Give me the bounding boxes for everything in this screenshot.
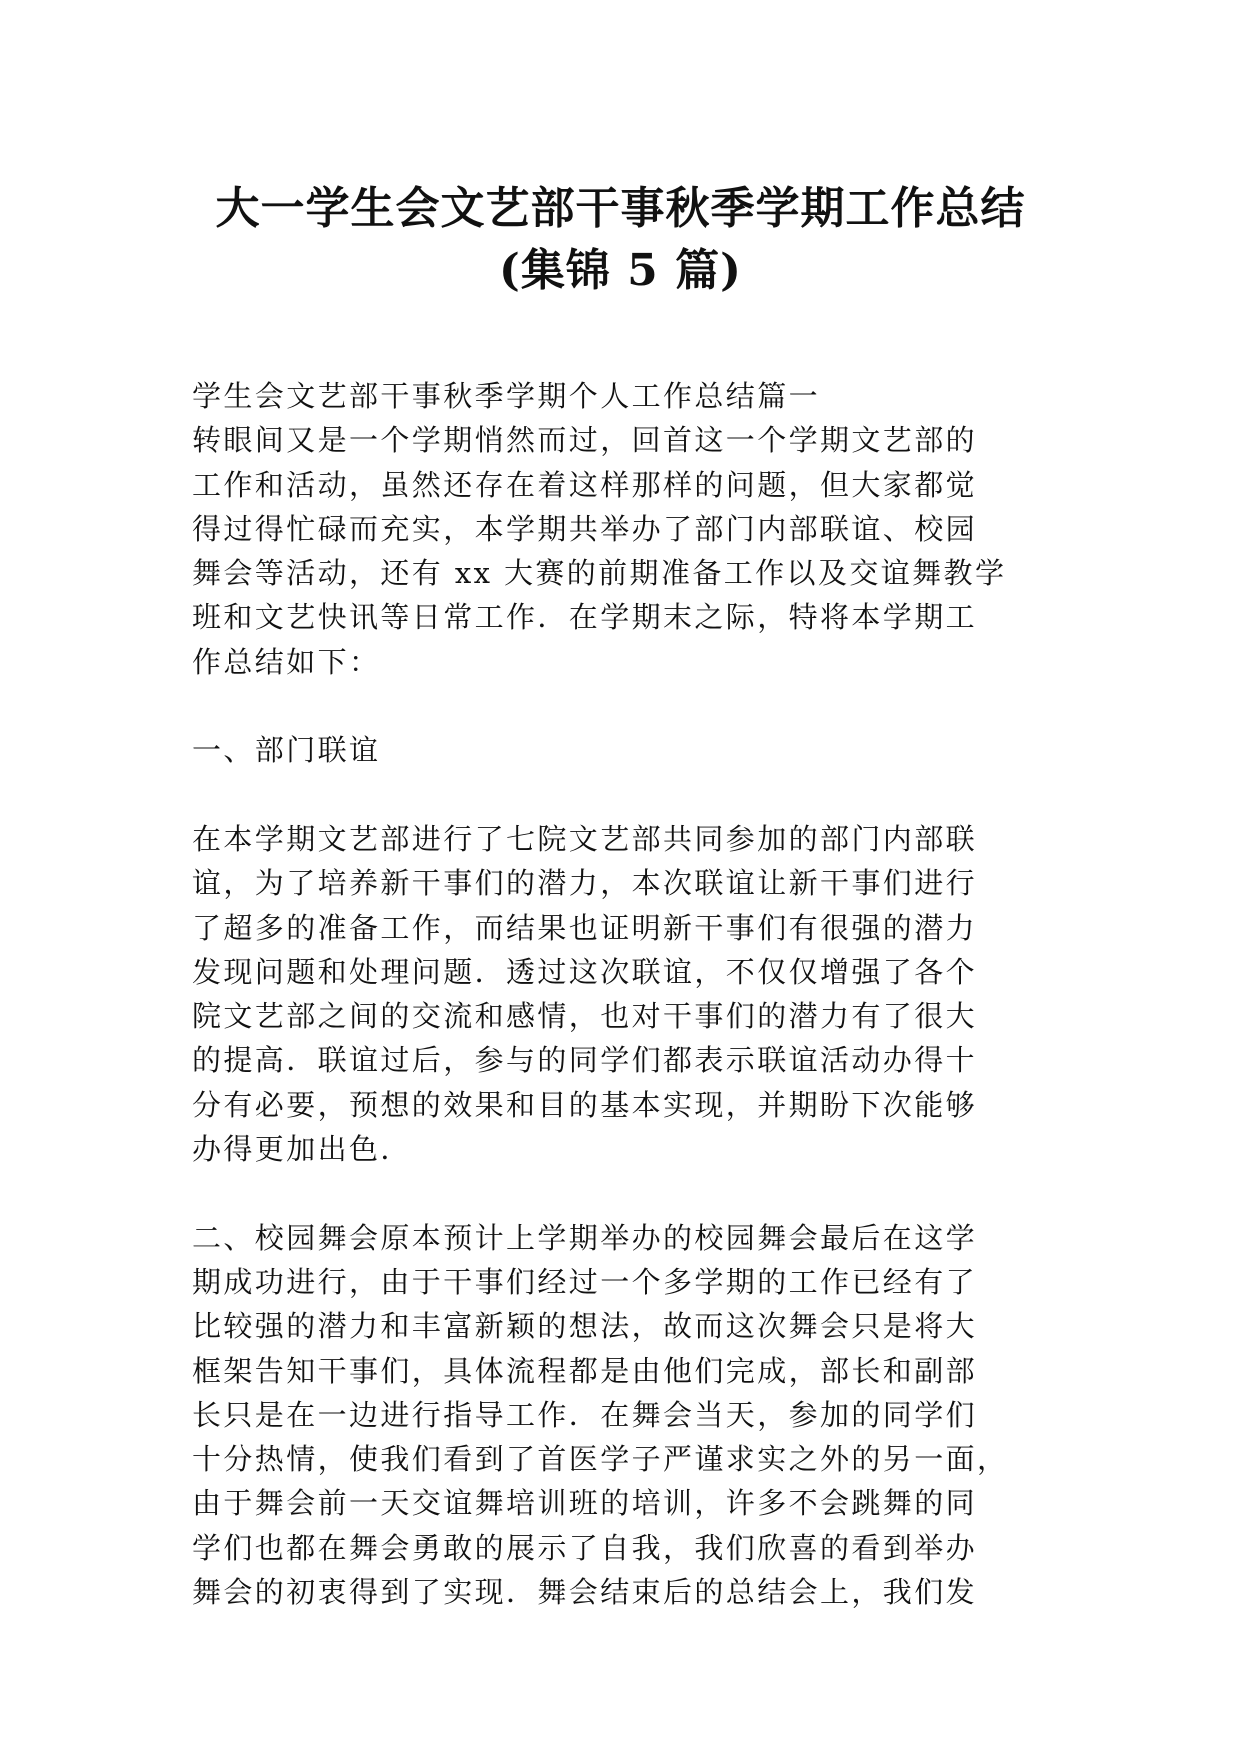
paragraph-line: 框架告知干事们，具体流程都是由他们完成，部长和副部	[192, 1353, 978, 1388]
paragraph-gap	[192, 684, 1052, 728]
document-title	[160, 178, 1081, 302]
paragraph-line: 比较强的潜力和丰富新颖的想法，故而这次舞会只是将大	[192, 1309, 978, 1344]
paragraph-line: 分有必要，预想的效果和目的基本实现，并期盼下次能够	[192, 1087, 978, 1122]
paragraph-line: 期成功进行，由于干事们经过一个多学期的工作已经有了	[192, 1264, 978, 1299]
paragraph-line: 在本学期文艺部进行了七院文艺部共同参加的部门内部联	[192, 821, 978, 856]
paragraph-line: 学们也都在舞会勇敢的展示了自我，我们欣喜的看到举办	[192, 1530, 978, 1565]
paragraph-line: 办得更加出色．	[192, 1132, 412, 1167]
paragraph-line: 长只是在一边进行指导工作．在舞会当天，参加的同学们	[192, 1397, 978, 1432]
paragraph-line: 得过得忙碌而充实，本学期共举办了部门内部联谊、校园	[192, 511, 978, 546]
paragraph-gap	[192, 773, 1052, 817]
paragraph-line: 发现问题和处理问题．透过这次联谊，不仅仅增强了各个	[192, 954, 978, 989]
paragraph-line: 了超多的准备工作，而结果也证明新干事们有很强的潜力	[192, 910, 978, 945]
title-line: 大一学生会文艺部干事秋季学期工作总结	[215, 183, 1026, 234]
paragraph-line: 由于舞会前一天交谊舞培训班的培训，许多不会跳舞的同	[192, 1486, 978, 1521]
paragraph-line: 转眼间又是一个学期悄然而过，回首这一个学期文艺部的	[192, 423, 978, 458]
paragraph-line: 的提高．联谊过后，参与的同学们都表示联谊活动办得十	[192, 1043, 978, 1078]
section-heading: 一、部门联谊	[192, 733, 381, 768]
paragraph-line: 二、校园舞会原本预计上学期举办的校园舞会最后在这学	[192, 1220, 978, 1255]
paragraph-line: 舞会等活动，还有 xx 大赛的前期准备工作以及交谊舞教学	[192, 556, 1007, 591]
paragraph-line: 班和文艺快讯等日常工作．在学期末之际，特将本学期工	[192, 600, 978, 635]
paragraph-line: 十分热情，使我们看到了首医学子严谨求实之外的另一面，	[192, 1442, 1009, 1477]
paragraph-line: 谊，为了培养新干事们的潜力，本次联谊让新干事们进行	[192, 866, 978, 901]
title-line: (集锦 5 篇)	[499, 245, 742, 296]
article-subtitle: 学生会文艺部干事秋季学期个人工作总结篇一	[192, 379, 821, 413]
paragraph-line: 工作和活动，虽然还存在着这样那样的问题，但大家都觉	[192, 467, 978, 502]
paragraph-line: 作总结如下：	[192, 644, 381, 679]
document-body	[192, 374, 1052, 1614]
paragraph-gap	[192, 1171, 1052, 1215]
paragraph-line: 院文艺部之间的交流和感情，也对干事们的潜力有了很大	[192, 999, 978, 1034]
paragraph-line: 舞会的初衷得到了实现．舞会结束后的总结会上，我们发	[192, 1575, 978, 1610]
